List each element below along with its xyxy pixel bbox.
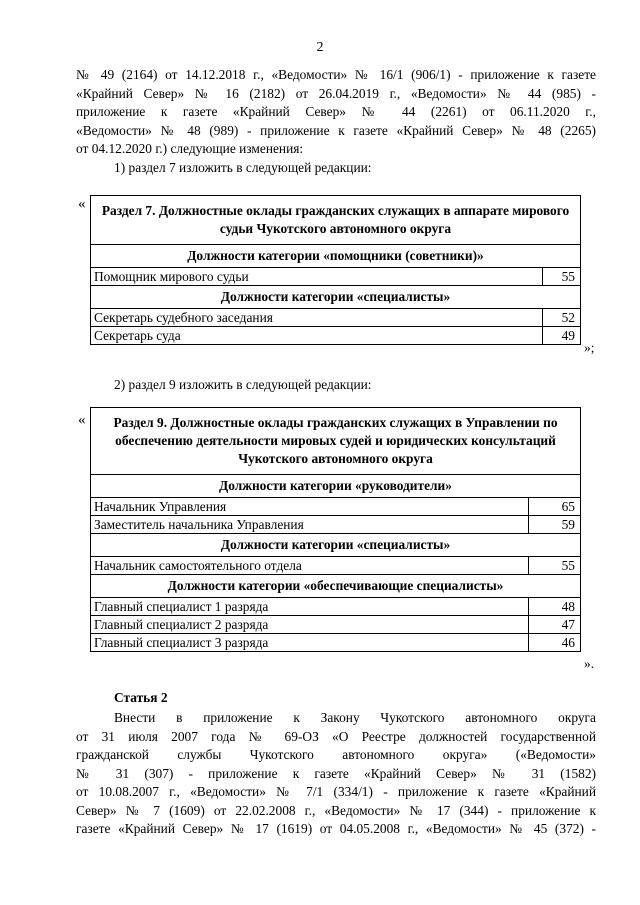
article2-line: гражданской службы Чукотского автономного округа» («Ведомости» <box>76 747 596 762</box>
section9-category-specialists: Должности категории «специалисты» <box>91 534 581 557</box>
section9-close-quote: ». <box>584 656 595 671</box>
article2-paragraph <box>76 709 596 839</box>
salary-value: 52 <box>543 309 581 327</box>
list-item-2: 2) раздел 9 изложить в следующей редакции: <box>114 377 372 392</box>
table-row <box>91 327 581 345</box>
intro-line: «Ведомости» № 48 (989) - приложение к газете «Крайний Север» № 48 (2265) <box>76 122 596 138</box>
intro-paragraph <box>76 66 596 159</box>
salary-value: 47 <box>529 616 581 634</box>
section7-title: Раздел 7. Должностные оклады гражданских служащих в аппарате мирового судьи Чукотского автономного округа <box>91 196 581 245</box>
intro-line: от 04.12.2020 г.) следующие изменения: <box>76 141 304 156</box>
page-number: 2 <box>316 40 324 55</box>
salary-value: 49 <box>543 327 581 345</box>
table-row <box>91 598 581 616</box>
table-row <box>91 498 581 516</box>
article2-line: газете «Крайний Север» № 17 (1619) от 04.05.2008 г., «Ведомости» № 45 (372) - <box>76 821 596 836</box>
table-row <box>91 309 581 327</box>
section7-table <box>90 195 581 345</box>
table-row <box>91 616 581 634</box>
article2-line: № 31 (307) - приложение к газете «Крайний Север» № 31 (1582) <box>76 765 596 781</box>
position-name: Заместитель начальника Управления <box>91 516 529 534</box>
article2-line: от 10.08.2007 г., «Ведомости» № 7/1 (334/1) - приложение к газете «Крайний <box>76 784 596 799</box>
position-name: Начальник Управления <box>91 498 529 516</box>
table-row <box>91 516 581 534</box>
salary-value: 46 <box>529 634 581 652</box>
salary-value: 59 <box>529 516 581 534</box>
table-row <box>91 557 581 575</box>
intro-line: «Крайний Север» № 16 (2182) от 26.04.2019 г., «Ведомости» № 44 (985) - <box>76 85 596 101</box>
article2-line: от 31 июля 2007 года № 69-ОЗ «О Реестре должностей государственной <box>76 728 596 744</box>
article2-line: Внести в приложение к Закону Чукотского автономного округа <box>114 710 596 725</box>
section9-category-support-specialists: Должности категории «обеспечивающие специалисты» <box>91 575 581 598</box>
position-name: Главный специалист 3 разряда <box>91 634 529 652</box>
salary-value: 55 <box>543 268 581 286</box>
position-name: Главный специалист 2 разряда <box>91 616 529 634</box>
salary-value: 55 <box>529 557 581 575</box>
section7-category-specialists: Должности категории «специалисты» <box>91 286 581 309</box>
intro-line: № 49 (2164) от 14.12.2018 г., «Ведомости» № 16/1 (906/1) - приложение к газете <box>76 67 596 82</box>
section7-category-assistants: Должности категории «помощники (советники)» <box>91 245 581 268</box>
intro-line: приложение к газете «Крайний Север» № 44 (2261) от 06.11.2020 г., <box>76 104 596 119</box>
position-name: Помощник мирового судьи <box>91 268 543 286</box>
position-name: Главный специалист 1 разряда <box>91 598 529 616</box>
open-quote-section9: « <box>78 412 86 428</box>
section9-title: Раздел 9. Должностные оклады гражданских служащих в Управлении по обеспечению деятельности мировых судей и юридических консультаций Чукотского автономного округа <box>91 408 581 475</box>
list-item-1: 1) раздел 7 изложить в следующей редакции: <box>114 160 372 175</box>
position-name: Секретарь суда <box>91 327 543 345</box>
salary-value: 65 <box>529 498 581 516</box>
section7-close-quote: »; <box>584 340 595 355</box>
table-row <box>91 634 581 652</box>
table-row <box>91 268 581 286</box>
section9-table <box>90 407 581 652</box>
position-name: Начальник самостоятельного отдела <box>91 557 529 575</box>
position-name: Секретарь судебного заседания <box>91 309 543 327</box>
salary-value: 48 <box>529 598 581 616</box>
open-quote-section7: « <box>78 196 86 212</box>
section9-category-managers: Должности категории «руководители» <box>91 475 581 498</box>
article2-heading: Статья 2 <box>114 690 168 705</box>
article2-line: Север» № 7 (1609) от 22.02.2008 г., «Ведомости» № 17 (344) - приложение к <box>76 802 596 818</box>
